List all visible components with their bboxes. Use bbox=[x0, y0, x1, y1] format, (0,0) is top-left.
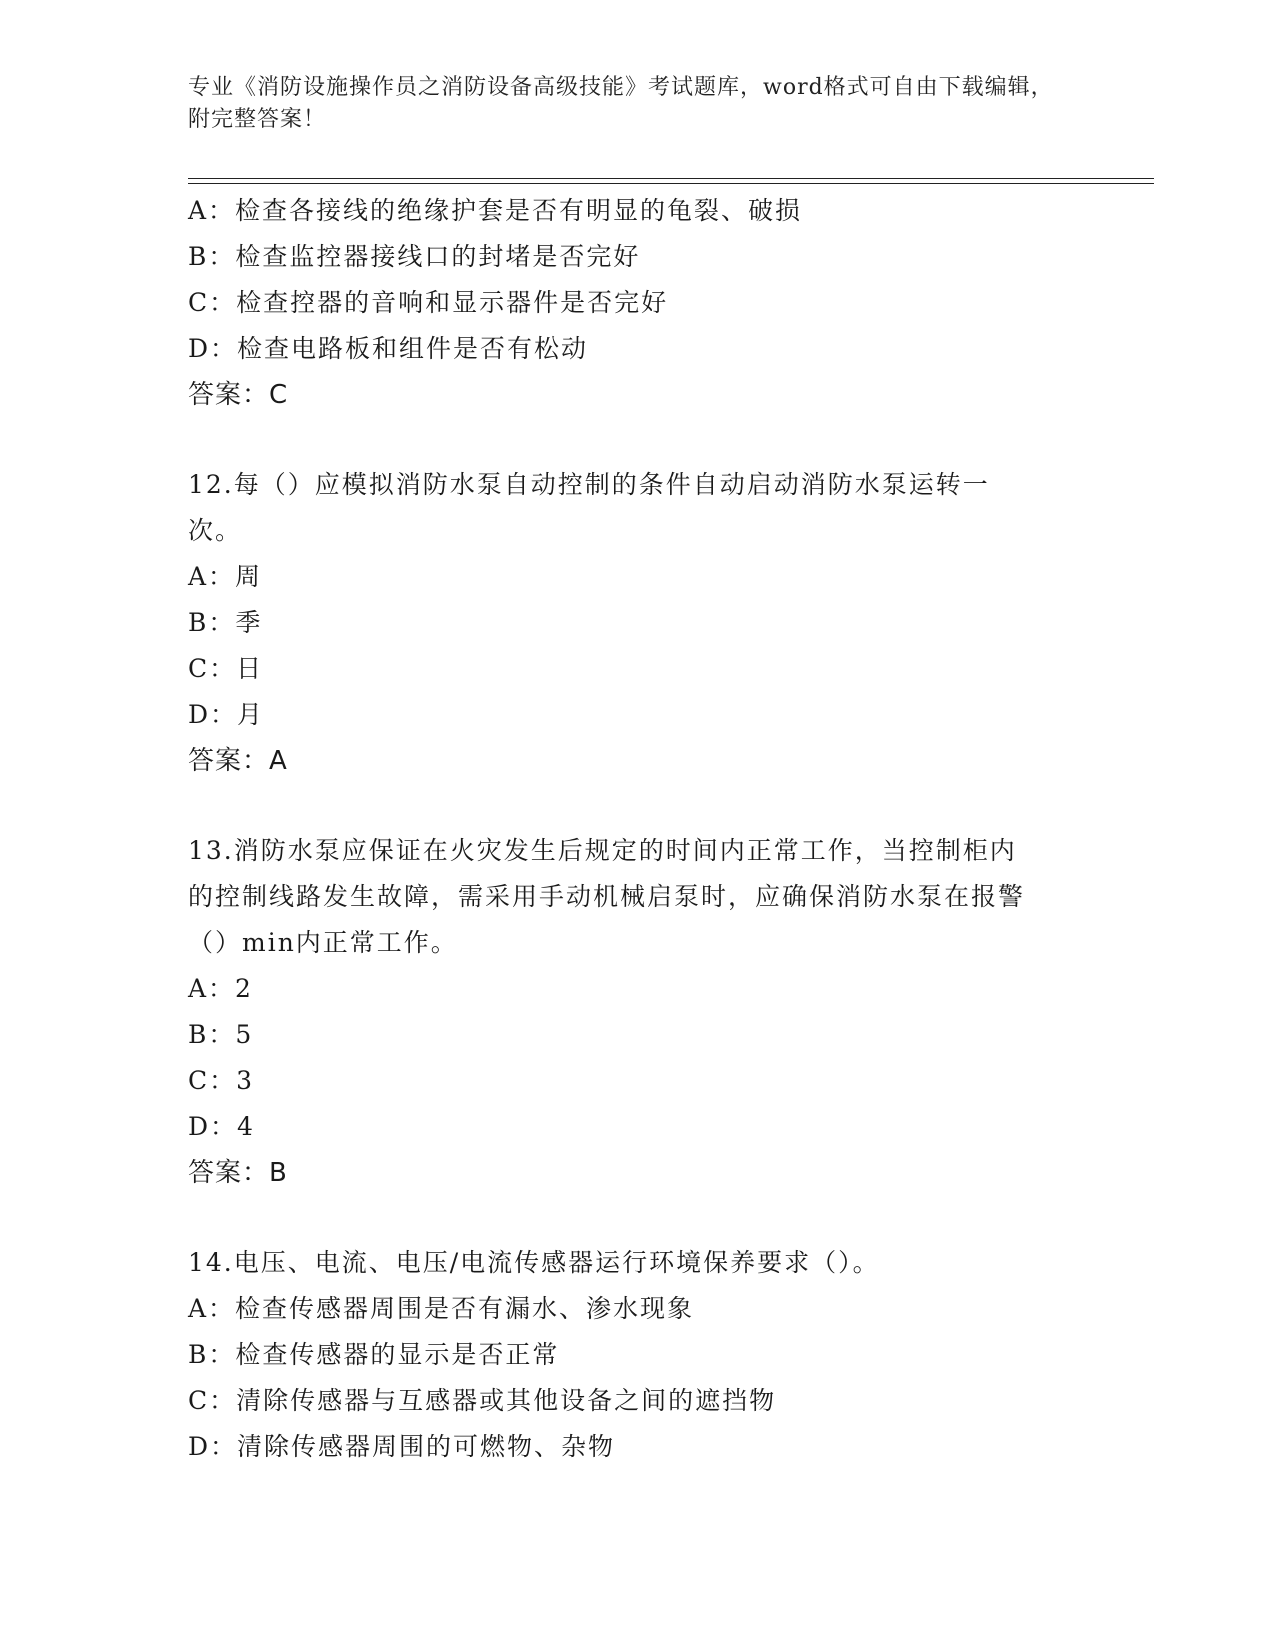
option-d: D：4 bbox=[188, 1112, 255, 1141]
question-stem: 12.每（）应模拟消防水泵自动控制的条件自动启动消防水泵运转一次。 bbox=[188, 470, 990, 545]
option-b: B：检查传感器的显示是否正常 bbox=[188, 1340, 560, 1369]
question-12 bbox=[188, 462, 1088, 784]
answer: 答案：C bbox=[188, 380, 289, 410]
question-stem: 13.消防水泵应保证在火灾发生后规定的时间内正常工作，当控制柜内的控制线路发生故障，需采用手动机械启泵时，应确保消防水泵在报警（）min内正常工作。 bbox=[188, 836, 1026, 957]
question-11 bbox=[188, 188, 1088, 418]
option-d: D：检查电路板和组件是否有松动 bbox=[188, 334, 589, 363]
question-13 bbox=[188, 828, 1088, 1196]
option-b: B：5 bbox=[188, 1020, 254, 1049]
option-b: B：季 bbox=[188, 608, 263, 637]
question-list bbox=[188, 188, 1088, 1470]
option-a: A：2 bbox=[188, 974, 253, 1003]
option-a: A：检查各接线的绝缘护套是否有明显的龟裂、破损 bbox=[188, 196, 803, 225]
option-c: C：日 bbox=[188, 654, 264, 683]
answer: 答案：A bbox=[188, 746, 288, 776]
option-c: C：清除传感器与互感器或其他设备之间的遮挡物 bbox=[188, 1386, 777, 1415]
option-d: D：月 bbox=[188, 700, 265, 729]
answer: 答案：B bbox=[188, 1158, 288, 1188]
option-c: C：检查控器的音响和显示器件是否完好 bbox=[188, 288, 669, 317]
question-stem: 14.电压、电流、电压/电流传感器运行环境保养要求（）。 bbox=[188, 1248, 880, 1277]
question-14 bbox=[188, 1240, 1088, 1470]
header-rule-top bbox=[188, 178, 1154, 179]
option-c: C：3 bbox=[188, 1066, 255, 1095]
option-d: D：清除传感器周围的可燃物、杂物 bbox=[188, 1432, 616, 1461]
document-header: 专业《消防设施操作员之消防设备高级技能》考试题库，word格式可自由下载编辑，附完整答案！ bbox=[188, 75, 1054, 132]
option-a: A：检查传感器周围是否有漏水、渗水现象 bbox=[188, 1294, 695, 1323]
option-b: B：检查监控器接线口的封堵是否完好 bbox=[188, 242, 641, 271]
option-a: A：周 bbox=[188, 562, 263, 591]
header-rule-bottom bbox=[188, 183, 1154, 184]
